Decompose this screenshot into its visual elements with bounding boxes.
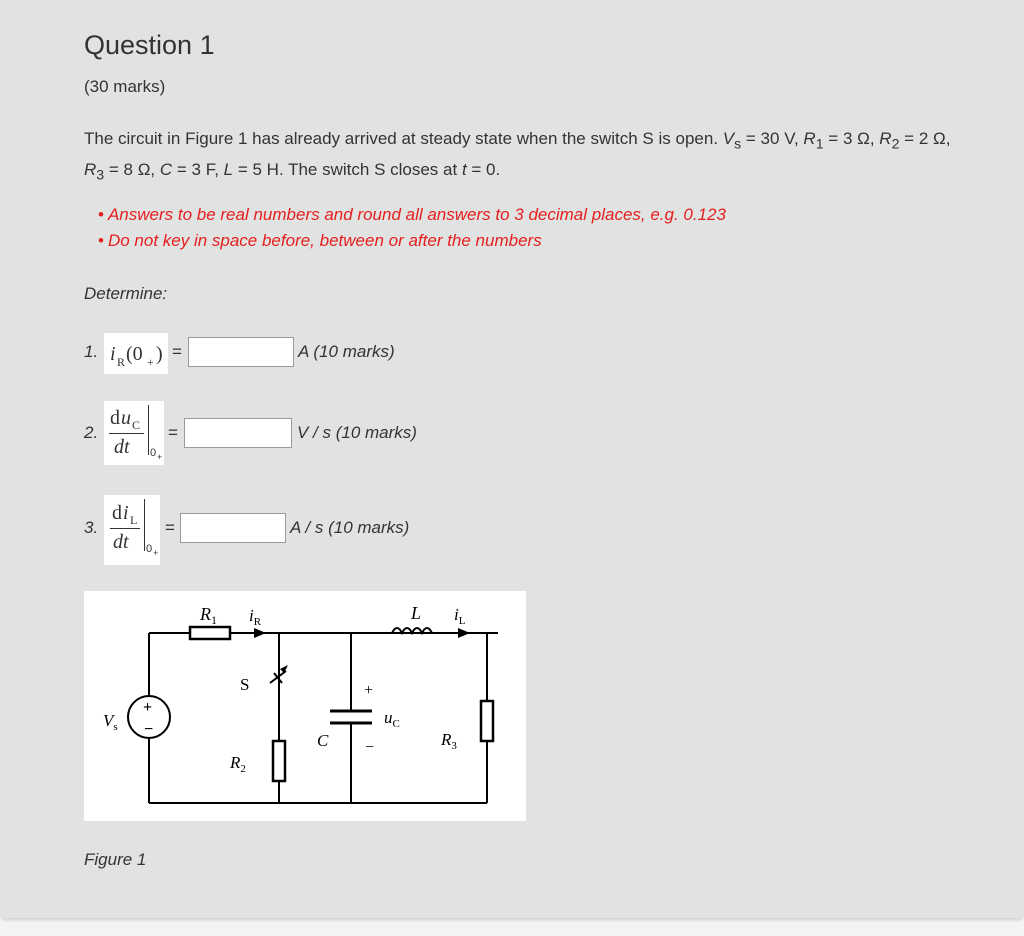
answer-input-1[interactable] [188,337,294,367]
fraction-bar [110,528,140,529]
formula-dil-dt [104,495,160,565]
il-label: $i_L$ [454,605,466,627]
wire-r-top [474,633,487,696]
answer-unit: A / s (10 marks) [290,518,410,537]
r2-symbol: R [879,129,892,148]
bullet: • [98,231,104,250]
evaluation-subscript: + [153,548,159,558]
circuit-figure [84,591,526,821]
uc-label: $u_C$ [384,708,400,730]
formula-symbol: i [110,343,116,365]
l-symbol: L [223,160,234,180]
circuit-diagram [84,591,526,821]
formula-dt: dt [114,436,130,458]
formula-subscript: R [117,355,126,369]
formula-argument-close: ) [156,343,163,365]
instruction-note [98,205,726,225]
subquestion-number: 3. [84,518,99,537]
r2-label: $R_2$ [230,753,246,775]
equals-sign: = [168,423,178,442]
capacitor-label: C [317,731,329,750]
c-value: = 3 F, [172,160,224,180]
formula-argument-subscript: + [147,355,154,369]
answer-unit: A (10 marks) [298,342,395,361]
stem-text: The circuit in Figure 1 has already arrived at steady state when the switch S is open. [84,129,723,148]
evaluation-point: 0 [150,447,157,459]
r1-resistor [190,627,230,639]
note-text: Do not key in space before, between or after the numbers [107,231,542,250]
question-stem [84,126,964,189]
formula-symbol: u [121,407,131,429]
capacitor-minus-sign: − [365,739,375,756]
t-value: = 0. [466,160,501,180]
equals-sign: = [165,518,175,537]
inductor-label: L [411,603,422,623]
equals-sign: = [172,342,182,361]
formula-symbol: i [123,502,129,524]
r2-resistor [273,741,285,781]
il-arrow-icon [458,628,470,638]
formula-duc-dt [104,401,164,465]
switch-label: S [240,675,250,694]
evaluation-point: 0 [146,543,153,555]
formula-ir0 [104,333,168,374]
ir-label: $i_R$ [249,606,262,628]
formula-dt: dt [113,531,129,553]
subquestion-number: 2. [84,423,99,442]
vs-subscript: s [734,136,742,153]
fraction-bar [109,433,144,434]
determine-label: Determine: [84,284,168,303]
evaluation-bar [144,499,145,551]
r3-subscript: 3 [96,167,105,184]
question-title: Question 1 [84,30,215,60]
capacitor-plus-sign: + [364,682,374,699]
switch-arrow-icon [280,665,288,673]
answer-unit: V / s (10 marks) [297,423,417,442]
answer-input-2[interactable] [184,418,292,448]
r1-symbol: R [803,129,816,148]
bullet: • [98,205,104,224]
instruction-note [98,231,542,251]
formula-subscript: C [132,418,141,432]
note-text: Answers to be real numbers and round all answers to 3 decimal places, e.g. 0.123 [107,205,726,224]
r1-label: $R_1$ [200,604,217,627]
evaluation-bar [148,405,149,455]
r1-value: = 3 Ω, [823,129,880,148]
formula-d: d [110,407,120,429]
r2-subscript: 2 [891,136,900,153]
r3-value: = 8 Ω, [104,160,160,180]
vs-label: $V_s$ [103,711,118,733]
r2-value: = 2 Ω, [899,129,951,148]
vs-symbol: V [722,129,735,148]
formula-d: d [112,502,122,524]
r1-subscript: 1 [815,136,824,153]
formula-argument: (0 [126,343,143,365]
r3-resistor [481,701,493,741]
source-minus-sign: − [144,721,154,738]
subquestion-number: 1. [84,342,99,361]
r3-label: $R_3$ [441,730,457,752]
vs-value: = 30 V, [741,129,804,148]
ir-arrow-icon [254,628,266,638]
evaluation-subscript: + [157,452,163,462]
r3-symbol: R [84,160,97,180]
source-plus-sign: + [143,699,153,716]
figure-caption: Figure 1 [84,850,147,869]
t-symbol: t [461,160,467,180]
answer-input-3[interactable] [180,513,286,543]
question-marks: (30 marks) [84,77,166,96]
c-symbol: C [159,160,173,180]
formula-subscript: L [130,513,138,527]
l-value: = 5 H. The switch S closes at [233,160,462,180]
